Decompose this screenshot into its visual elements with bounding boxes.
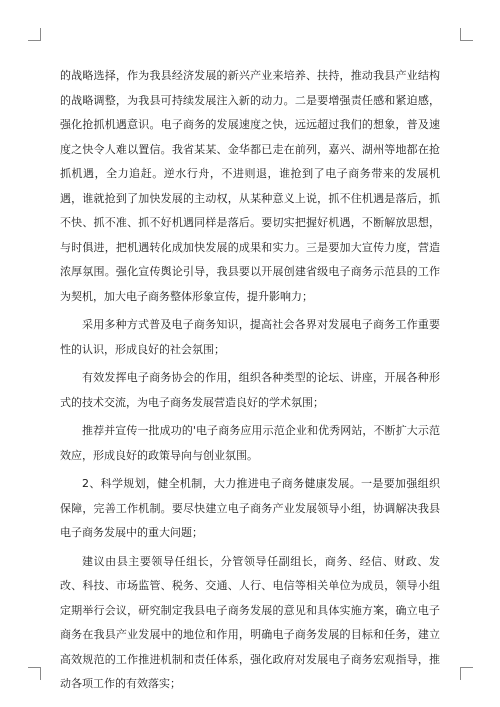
crop-mark-bottom-right bbox=[460, 667, 473, 680]
paragraph-3: 有效发挥电子商务协会的作用，组织各种类型的论坛、讲座，开展各种形式的技术交流，为电子商务发展营造良好的学术氛围； bbox=[60, 371, 440, 409]
paragraph-2: 采用多种方式普及电子商务知识，提高社会各界对发展电子商务工作重要性的认识，形成良好的社会氛围； bbox=[60, 318, 440, 356]
paragraph-5: 2、科学规划，健全机制，大力推进电子商务健康发展。一是要加强组织保障，完善工作机制。要尽快建立电子商务产业发展领导小组，协调解决我县电子商务发展中的重大问题； bbox=[60, 477, 440, 539]
document-body bbox=[60, 64, 440, 701]
crop-mark-top-right bbox=[460, 28, 473, 41]
paragraph-6: 建议由县主要领导任组长，分管领导任副组长，商务、经信、财政、发改、科技、市场监管、税务、交通、人行、电信等相关单位为成员，领导小组定期举行会议，研究制定我县电子商务发展的意见和具体实施方案，确立电子商务在我县产业发展中的地位和作用，明确电子商务发展的目标和任务，建立高效规范的工作推进机制和责任体系，强化政府对发展电子商务宏观指导，推动各项工作的有效落实； bbox=[60, 554, 440, 690]
crop-mark-bottom-left bbox=[28, 667, 41, 680]
crop-mark-top-left bbox=[28, 28, 41, 41]
paragraph-4: 推荐并宣传一批成功的'电子商务应用示范企业和优秀网站，不断扩大示范效应，形成良好的政策导向与创业氛围。 bbox=[60, 424, 440, 462]
paragraph-1: 的战略选择，作为我县经济发展的新兴产业来培养、扶持，推动我县产业结构的战略调整，为我县可持续发展注入新的动力。二是要增强责任感和紧迫感，强化抢抓机遇意识。电子商务的发展速度之快，远远超过我们的想象，普及速度之快令人难以置信。我省某某、金华都已走在前列，嘉兴、湖州等地都在抢抓机遇，全力追赶。逆水行舟，不进则退，谁抢到了电子商务带来的发展机遇，谁就抢到了加快发展的主动权，从某种意义上说，抓不住机遇是落后，抓不快、抓不准、抓不好机遇同样是落后。要切实把握好机遇，不断解放思想，与时俱进，把机遇转化成加快发展的成果和实力。三是要加大宣传力度，营造浓厚氛围。强化宣传舆论引导，我县要以开展创建省级电子商务示范县的工作为契机，加大电子商务整体形象宣传，提升影响力； bbox=[60, 69, 440, 303]
